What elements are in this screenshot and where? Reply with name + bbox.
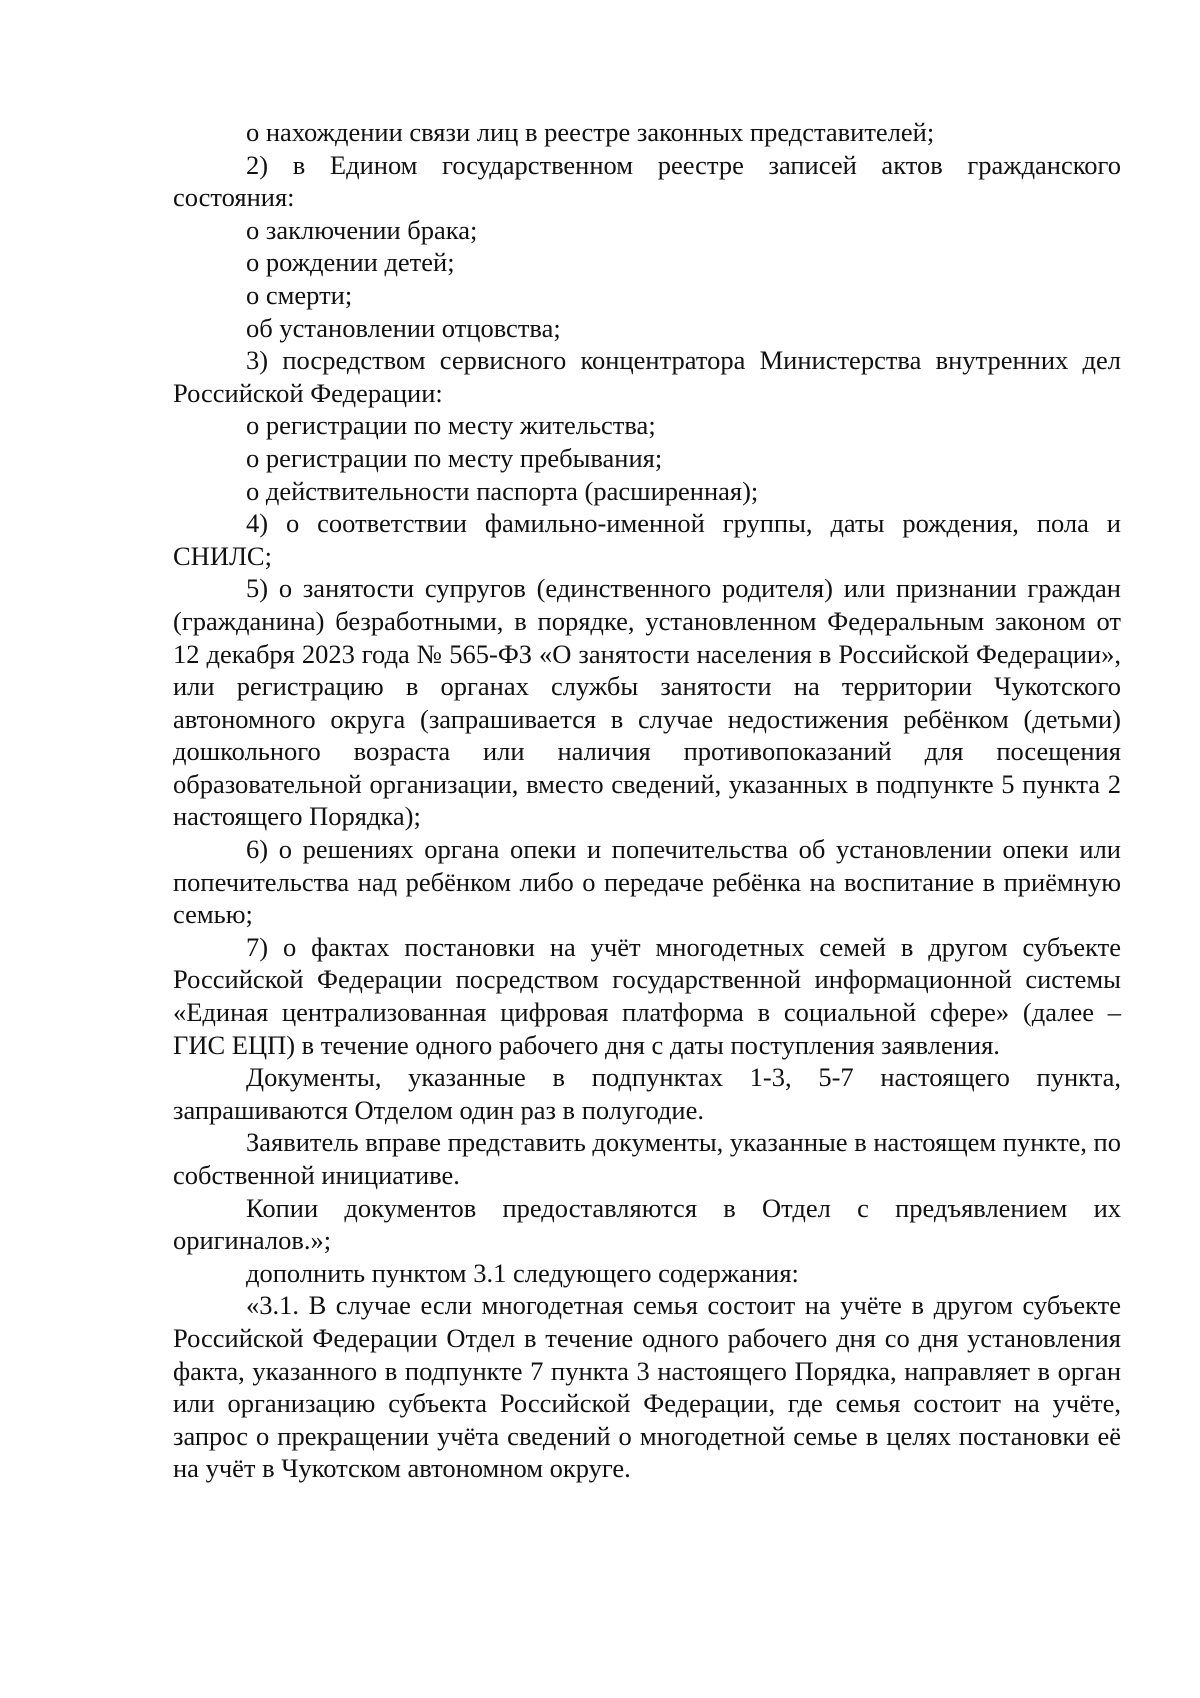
- paragraph: Заявитель вправе представить документы, указанные в настоящем пункте, по собственной инициативе.: [173, 1127, 1121, 1190]
- paragraph: о рождении детей;: [246, 247, 455, 278]
- paragraph: 6) о решениях органа опеки и попечительства об установлении опеки или попечительства над ребёнком либо о передаче ребёнка на воспитание в приёмную семью;: [173, 834, 1121, 930]
- paragraph: о смерти;: [246, 279, 353, 310]
- paragraph: «3.1. В случае если многодетная семья состоит на учёте в другом субъекте Российской Федерации Отдел в течение одного рабочего дня со дня установления факта, указанного в подпункте 7 пункта 3 настоящего Порядка, направляет в орган или организацию субъекта Российской Федерации, где семья состоит на учёте, запрос о прекращении учёта сведений о многодетной семье в целях постановки её на учёт в Чукотском автономном округе.: [173, 1290, 1121, 1484]
- paragraph: 5) о занятости супругов (единственного родителя) или признании граждан (гражданина) безработными, в порядке, установленном Федеральным законом от 12 декабря 2023 года № 565-ФЗ «О занятости населения в Российской Федерации», или регистрацию в органах службы занятости на территории Чукотского автономного округа (запрашивается в случае недостижения ребёнком (детьми) дошкольного возраста или наличия противопоказаний для посещения образовательной организации, вместо сведений, указанных в подпункте 5 пункта 2 настоящего Порядка);: [173, 573, 1121, 832]
- paragraph: 7) о фактах постановки на учёт многодетных семей в другом субъекте Российской Федерации посредством государственной информационной системы «Единая централизованная цифровая платформа в социальной сфере» (далее – ГИС ЕЦП) в течение одного рабочего дня с даты поступления заявления.: [173, 931, 1121, 1060]
- paragraph: о нахождении связи лиц в реестре законных представителей;: [246, 117, 935, 147]
- paragraph: 4) о соответствии фамильно-именной группы, даты рождения, пола и СНИЛС;: [173, 508, 1121, 571]
- paragraph: Документы, указанные в подпунктах 1-3, 5-7 настоящего пункта, запрашиваются Отделом один раз в полугодие.: [173, 1062, 1121, 1125]
- document-page: [173, 116, 1121, 1485]
- paragraph: дополнить пунктом 3.1 следующего содержания:: [246, 1257, 799, 1288]
- paragraph: о регистрации по месту жительства;: [246, 410, 656, 441]
- paragraph: о регистрации по месту пребывания;: [246, 442, 663, 473]
- paragraph: о заключении брака;: [246, 214, 478, 245]
- paragraph: 2) в Едином государственном реестре записей актов гражданского состояния:: [173, 149, 1121, 213]
- paragraph: Копии документов предоставляются в Отдел с предъявлением их оригиналов.»;: [173, 1192, 1121, 1256]
- paragraph: о действительности паспорта (расширенная);: [246, 475, 759, 506]
- paragraph: 3) посредством сервисного концентратора Министерства внутренних дел Российской Федерации:: [173, 345, 1121, 408]
- paragraph: об установлении отцовства;: [246, 312, 561, 343]
